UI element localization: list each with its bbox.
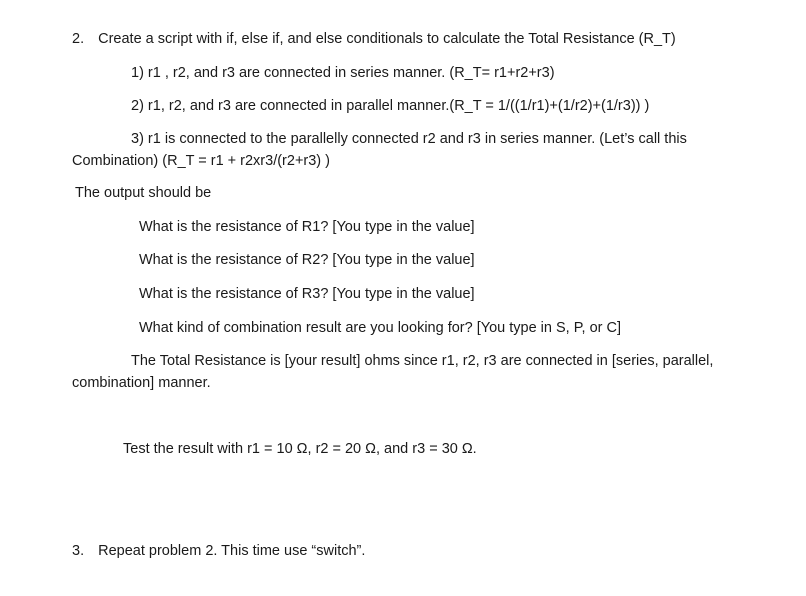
problem-2-title: Create a script with if, else if, and else conditionals to calculate the Total Resistance (R_T) [98, 31, 676, 47]
prompt-r1: What is the resistance of R1? [You type in the value] [139, 219, 475, 235]
test-values-line: Test the result with r1 = 10 Ω, r2 = 20 Ω, and r3 = 30 Ω. [123, 441, 477, 457]
result-line-2: combination] manner. [72, 375, 211, 391]
problem-3-heading [72, 542, 365, 560]
prompt-r2: What is the resistance of R2? [You type in the value] [139, 252, 475, 268]
output-heading: The output should be [75, 185, 212, 201]
prompt-combination: What kind of combination result are you looking for? [You type in S, P, or C] [139, 320, 621, 336]
problem-2-number: 2. [72, 31, 85, 47]
prompt-r3: What is the resistance of R3? [You type in the value] [139, 286, 475, 302]
result-line-1: The Total Resistance is [your result] ohms since r1, r2, r3 are connected in [series, parallel, [131, 353, 714, 369]
problem-3-number: 3. [72, 543, 85, 559]
problem-3-title: Repeat problem 2. This time use “switch”. [98, 543, 366, 559]
case-combination-line-1: 3) r1 is connected to the parallelly connected r2 and r3 in series manner. (Let’s call this [131, 131, 687, 147]
case-combination-line-2: Combination) (R_T = r1 + r2xr3/(r2+r3) ) [72, 153, 330, 169]
case-series: 1) r1 , r2, and r3 are connected in series manner. (R_T= r1+r2+r3) [131, 65, 555, 81]
case-parallel: 2) r1, r2, and r3 are connected in parallel manner.(R_T = 1/((1/r1)+(1/r2)+(1/r3)) ) [131, 98, 650, 114]
problem-2-heading [72, 30, 676, 48]
